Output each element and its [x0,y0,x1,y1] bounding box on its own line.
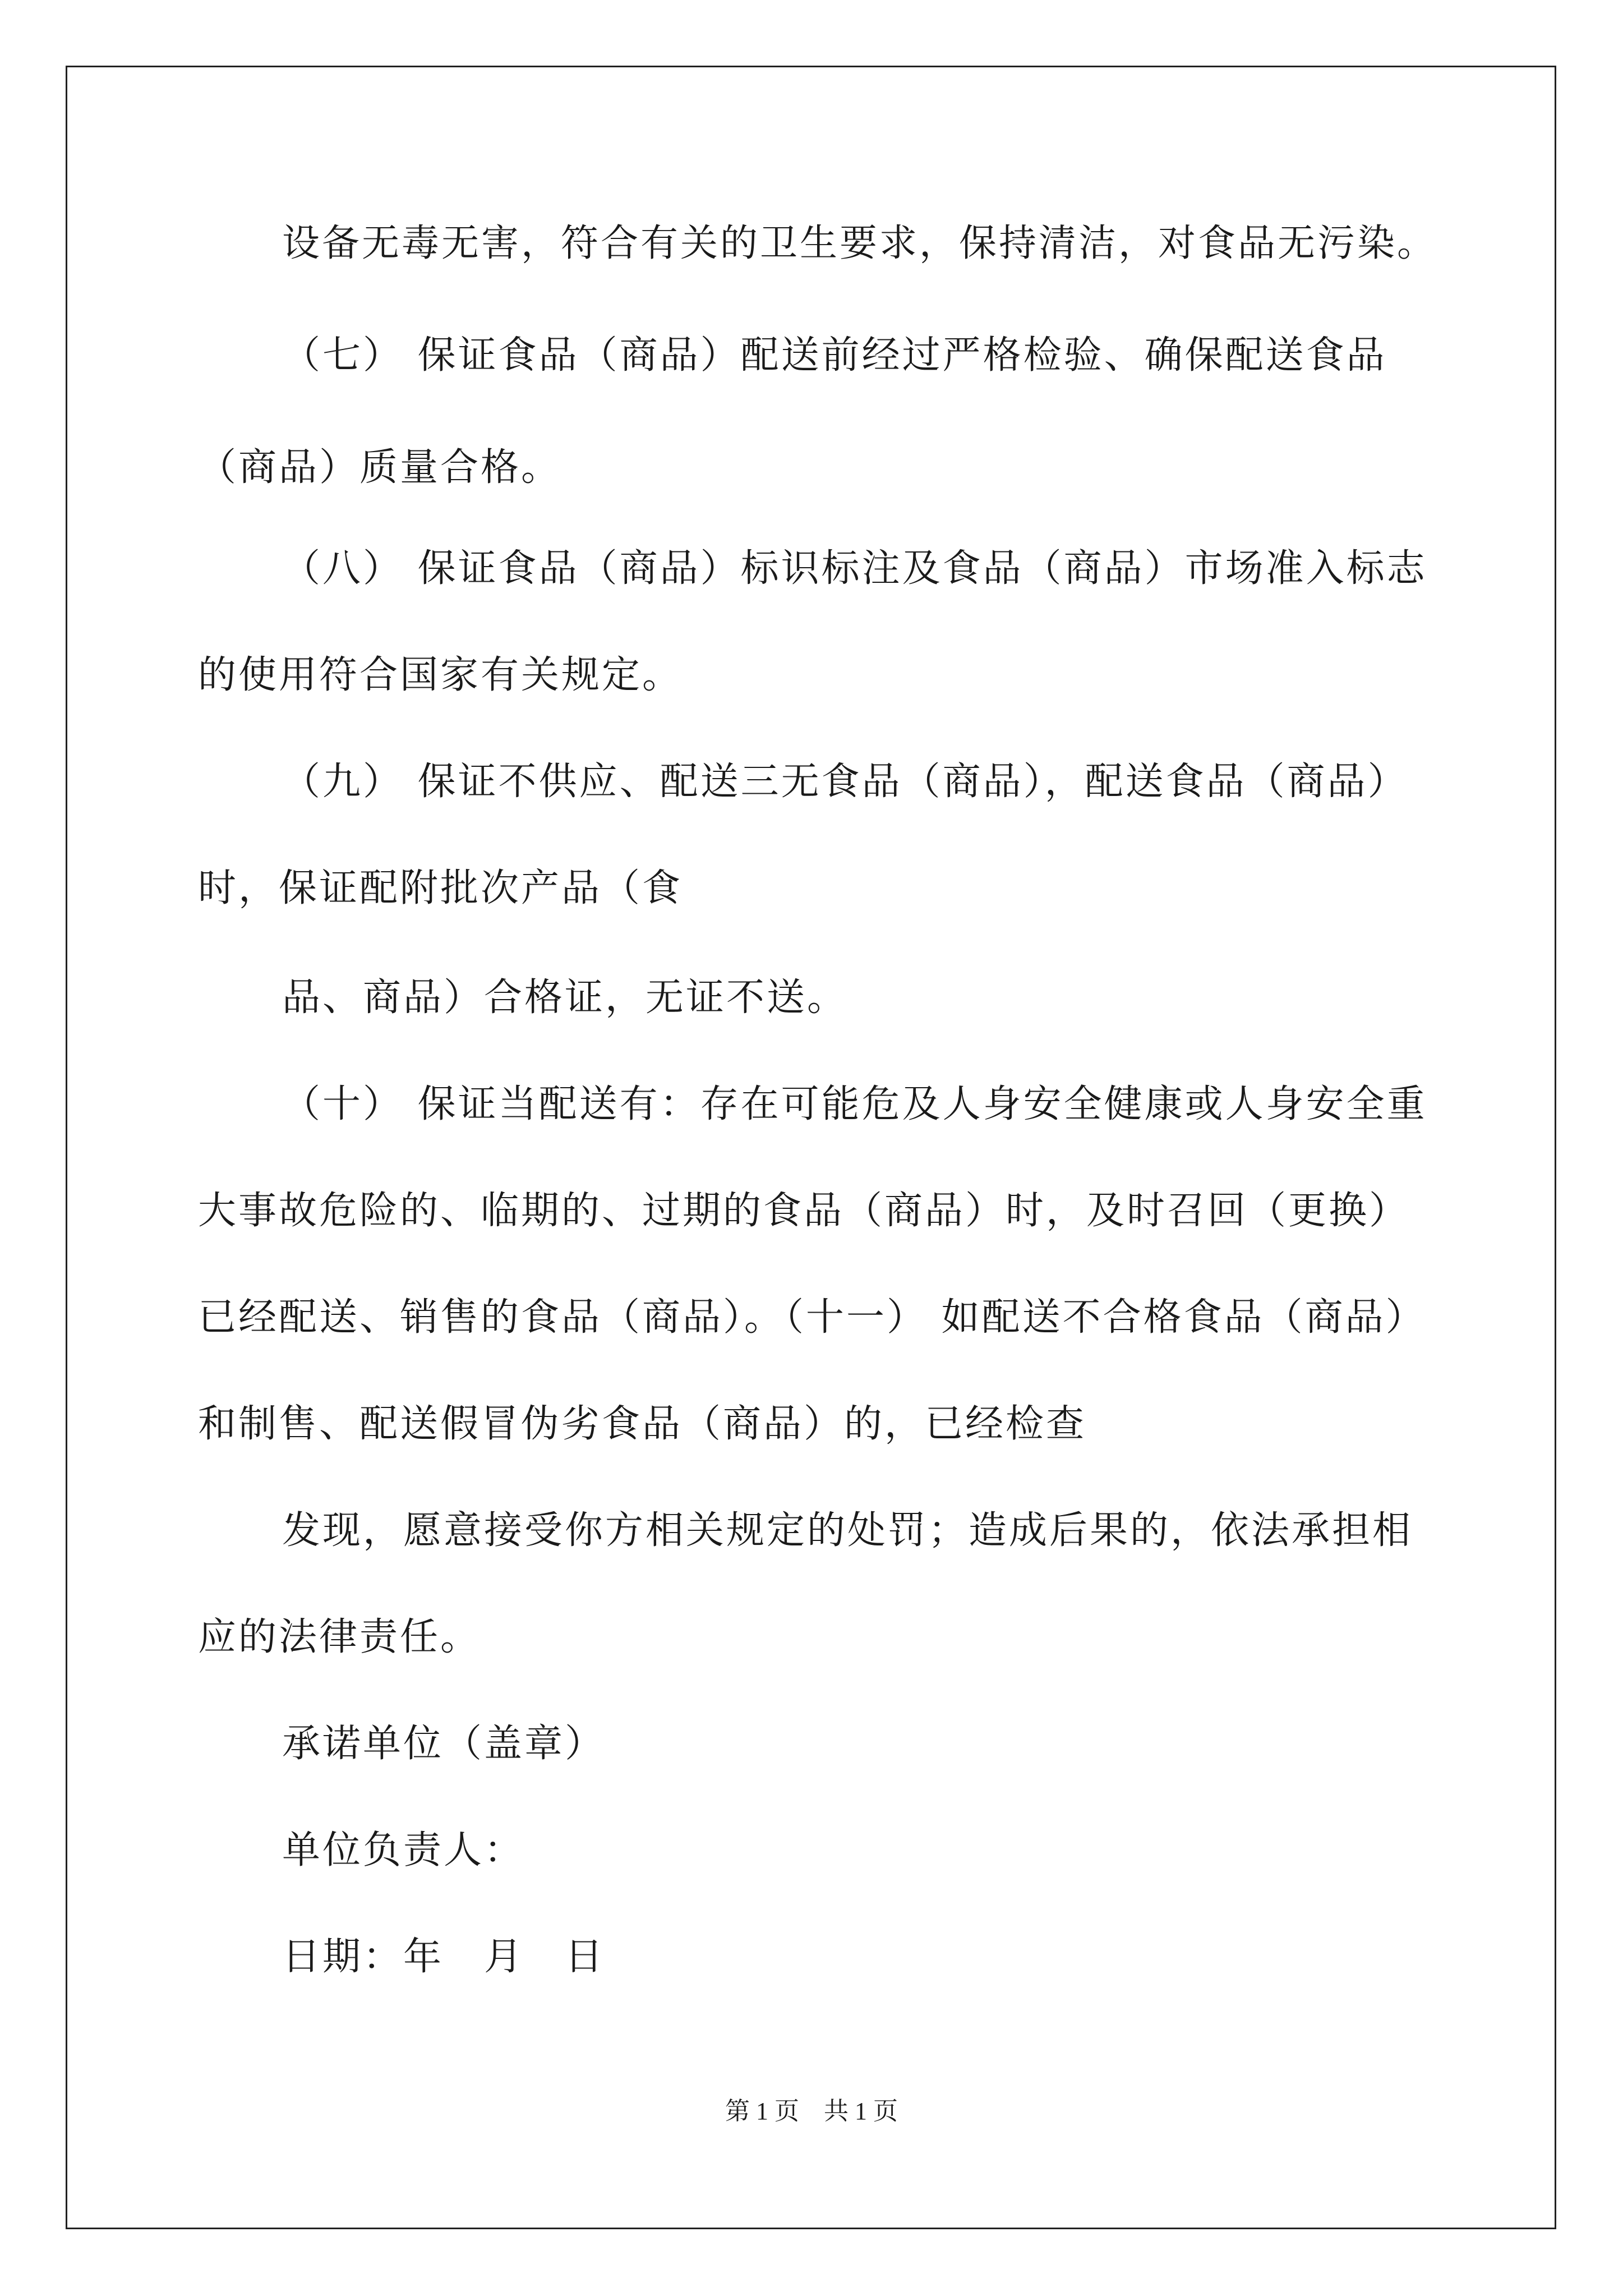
signature-responsible-label: 单位负责人： [282,1828,525,1872]
page-number-footer: 第 1 页 共 1 页 [725,2097,898,2125]
body-line-13: 发现，愿意接受你方相关规定的处罚；造成后果的，依法承担相 [282,1508,1413,1553]
body-line-3: （商品）质量合格。 [198,445,562,490]
signature-date-label: 日期：年 月 日 [282,1935,606,1979]
body-line-6: （九） 保证不供应、配送三无食品（商品），配送食品（商品） [282,760,1408,804]
body-line-5: 的使用符合国家有关规定。 [198,653,683,697]
body-line-8: 品、商品）合格证，无证不送。 [282,976,848,1020]
body-line-9: （十） 保证当配送有：存在可能危及人身安全健康或人身安全重 [282,1082,1427,1126]
body-line-4: （八） 保证食品（商品）标识标注及食品（商品）市场准入标志 [282,546,1427,591]
body-line-2: （七） 保证食品（商品）配送前经过严格检验、确保配送食品 [282,333,1387,378]
body-line-7: 时，保证配附批次产品（食 [198,866,683,910]
body-line-12: 和制售、配送假冒伪劣食品（商品）的，已经检查 [198,1402,1087,1446]
signature-unit-label: 承诺单位（盖章） [282,1722,606,1766]
body-line-11: 已经配送、销售的食品（商品）。（十一） 如配送不合格食品（商品） [198,1295,1426,1340]
body-line-14: 应的法律责任。 [198,1615,481,1659]
page-border [66,66,1556,2229]
body-line-10: 大事故危险的、临期的、过期的食品（商品）时，及时召回（更换） [198,1189,1410,1233]
body-line-1: 设备无毒无害，符合有关的卫生要求，保持清洁，对食品无污染。 [282,221,1437,265]
